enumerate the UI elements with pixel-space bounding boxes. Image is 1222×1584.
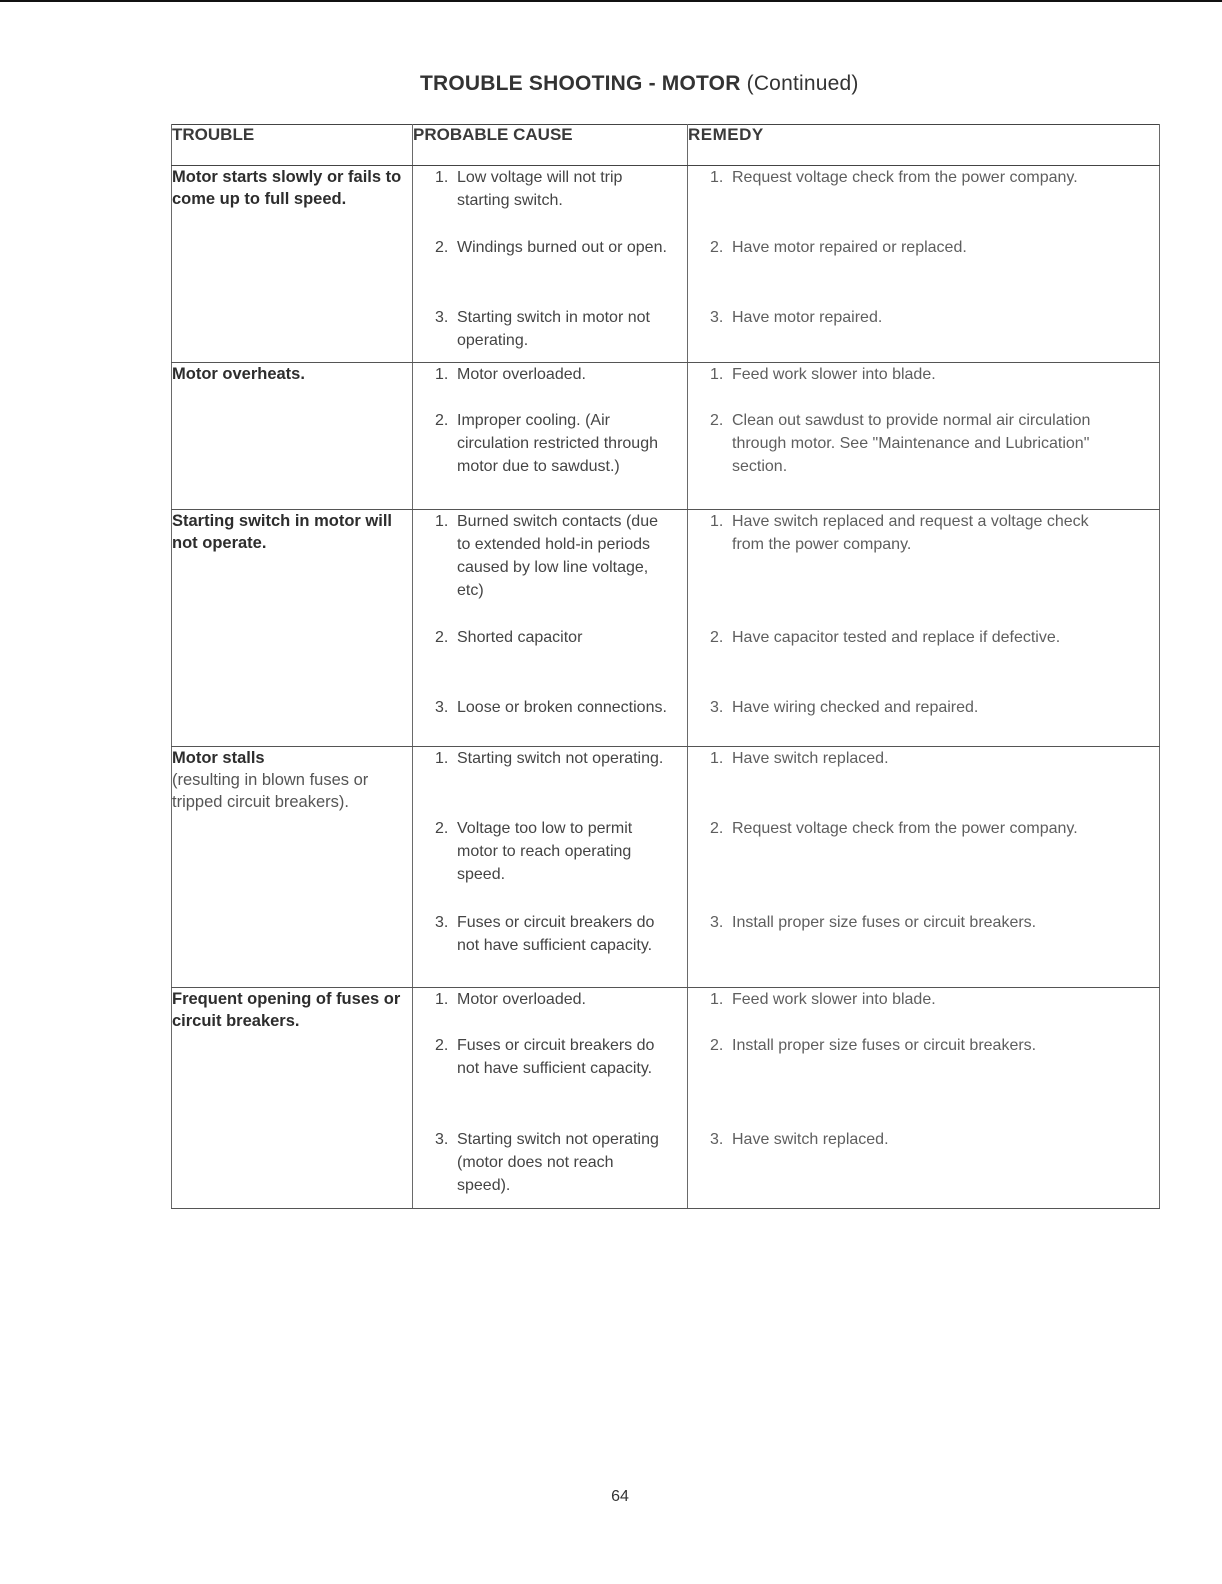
cause-number: 2. (435, 820, 449, 837)
remedy-number: 2. (710, 239, 724, 256)
remedy-number: 3. (710, 309, 724, 326)
cause-number: 2. (435, 239, 449, 256)
remedy-text: Have switch replaced. (732, 750, 889, 767)
cause-number: 3. (435, 309, 449, 326)
remedy-number: 1. (710, 513, 724, 530)
remedy-cell (688, 363, 1160, 510)
remedy-cell (688, 747, 1160, 988)
cause-number: 1. (435, 513, 449, 530)
remedy-number: 2. (710, 412, 724, 429)
page-title-suffix: (Continued) (746, 72, 859, 95)
remedy-number: 2. (710, 1037, 724, 1054)
remedy-text: Install proper size fuses or circuit breakers. (732, 914, 1037, 931)
cause-item (413, 817, 687, 911)
remedy-item (688, 1128, 1159, 1208)
cause-number: 1. (435, 366, 449, 383)
remedy-number: 1. (710, 169, 724, 186)
trouble-title: Motor starts slowly or fails to come up to full speed. (172, 168, 402, 208)
remedy-number: 3. (710, 699, 724, 716)
remedy-number: 1. (710, 366, 724, 383)
cause-number: 3. (435, 1131, 449, 1148)
cause-item (413, 1128, 687, 1208)
remedy-text: Have wiring checked and repaired. (732, 699, 979, 716)
cause-text: Starting switch in motor not operating. (457, 309, 650, 349)
remedy-text: Request voltage check from the power company. (732, 169, 1078, 186)
remedy-item (688, 747, 1159, 817)
remedy-item (688, 510, 1159, 626)
remedy-text: Feed work slower into blade. (732, 366, 936, 383)
remedy-item (688, 988, 1159, 1034)
cause-cell (413, 988, 688, 1209)
remedy-text: Install proper size fuses or circuit breakers. (732, 1037, 1037, 1054)
cause-item (413, 1034, 687, 1128)
remedy-number: 2. (710, 629, 724, 646)
trouble-title: Frequent opening of fuses or circuit breakers. (172, 990, 401, 1030)
troubleshooting-table (171, 124, 1160, 1209)
cause-number: 2. (435, 629, 449, 646)
cause-text: Fuses or circuit breakers do not have sufficient capacity. (457, 914, 655, 954)
cause-text: Loose or broken connections. (457, 699, 667, 716)
header-remedy: REMEDY (688, 125, 1160, 166)
remedy-cell (688, 166, 1160, 363)
remedy-text: Have switch replaced and request a voltage check from the power company. (732, 513, 1089, 553)
cause-text: Starting switch not operating (motor does not reach speed). (457, 1131, 659, 1194)
remedy-number: 3. (710, 1131, 724, 1148)
cause-number: 1. (435, 169, 449, 186)
table-row (172, 510, 1160, 747)
table-row (172, 166, 1160, 363)
trouble-title: Motor overheats. (172, 365, 305, 383)
cause-text: Windings burned out or open. (457, 239, 667, 256)
cause-item (413, 236, 687, 306)
trouble-title: Motor stalls (172, 749, 265, 767)
trouble-detail: (resulting in blown fuses or tripped circuit breakers). (172, 771, 369, 811)
table-row (172, 747, 1160, 988)
cause-text: Voltage too low to permit motor to reach operating speed. (457, 820, 633, 883)
page-title-main: TROUBLE SHOOTING - MOTOR (420, 72, 741, 95)
remedy-item (688, 236, 1159, 306)
remedy-item (688, 306, 1159, 362)
cause-item (413, 988, 687, 1034)
remedy-item (688, 817, 1159, 911)
remedy-item (688, 409, 1159, 509)
cause-text: Motor overloaded. (457, 366, 586, 383)
remedy-text: Request voltage check from the power company. (732, 820, 1078, 837)
cause-number: 2. (435, 412, 449, 429)
table-row (172, 988, 1160, 1209)
remedy-text: Have motor repaired. (732, 309, 883, 326)
remedy-item (688, 363, 1159, 409)
remedy-text: Have motor repaired or replaced. (732, 239, 967, 256)
remedy-number: 1. (710, 750, 724, 767)
cause-text: Low voltage will not trip starting switch. (457, 169, 623, 209)
cause-cell (413, 363, 688, 510)
cause-cell (413, 747, 688, 988)
cause-number: 1. (435, 991, 449, 1008)
cause-number: 2. (435, 1037, 449, 1054)
cause-item (413, 306, 687, 362)
cause-item (413, 626, 687, 696)
remedy-text: Have capacitor tested and replace if defective. (732, 629, 1061, 646)
remedy-item (688, 696, 1159, 746)
cause-number: 1. (435, 750, 449, 767)
cause-cell (413, 510, 688, 747)
remedy-text: Clean out sawdust to provide normal air circulation through motor. See "Maintenance and Lubrication" section. (732, 412, 1091, 475)
cause-text: Improper cooling. (Air circulation restricted through motor due to sawdust.) (457, 412, 658, 475)
header-probable-cause: PROBABLE CAUSE (413, 125, 688, 166)
remedy-item (688, 1034, 1159, 1128)
cause-item (413, 911, 687, 987)
trouble-cell (172, 363, 413, 510)
cause-text: Starting switch not operating. (457, 750, 664, 767)
cause-item (413, 696, 687, 746)
trouble-cell (172, 747, 413, 988)
page-top-border (0, 0, 1222, 2)
remedy-cell (688, 988, 1160, 1209)
trouble-cell (172, 988, 413, 1209)
table-row (172, 363, 1160, 510)
remedy-number: 1. (710, 991, 724, 1008)
cause-cell (413, 166, 688, 363)
trouble-cell (172, 510, 413, 747)
cause-number: 3. (435, 914, 449, 931)
cause-item (413, 747, 687, 817)
cause-item (413, 166, 687, 236)
trouble-title: Starting switch in motor will not operate. (172, 512, 393, 552)
remedy-item (688, 166, 1159, 236)
page-number: 64 (611, 1488, 629, 1505)
trouble-cell (172, 166, 413, 363)
table-header-row (172, 125, 1160, 166)
remedy-number: 3. (710, 914, 724, 931)
remedy-item (688, 911, 1159, 987)
cause-text: Shorted capacitor (457, 629, 583, 646)
cause-text: Fuses or circuit breakers do not have sufficient capacity. (457, 1037, 655, 1077)
remedy-item (688, 626, 1159, 696)
page-title (420, 72, 920, 96)
remedy-text: Have switch replaced. (732, 1131, 889, 1148)
cause-item (413, 510, 687, 626)
cause-item (413, 363, 687, 409)
cause-text: Burned switch contacts (due to extended hold-in periods caused by low line voltage, etc) (457, 513, 658, 599)
cause-item (413, 409, 687, 509)
cause-number: 3. (435, 699, 449, 716)
remedy-cell (688, 510, 1160, 747)
cause-text: Motor overloaded. (457, 991, 586, 1008)
header-trouble: TROUBLE (172, 125, 413, 166)
remedy-text: Feed work slower into blade. (732, 991, 936, 1008)
remedy-number: 2. (710, 820, 724, 837)
